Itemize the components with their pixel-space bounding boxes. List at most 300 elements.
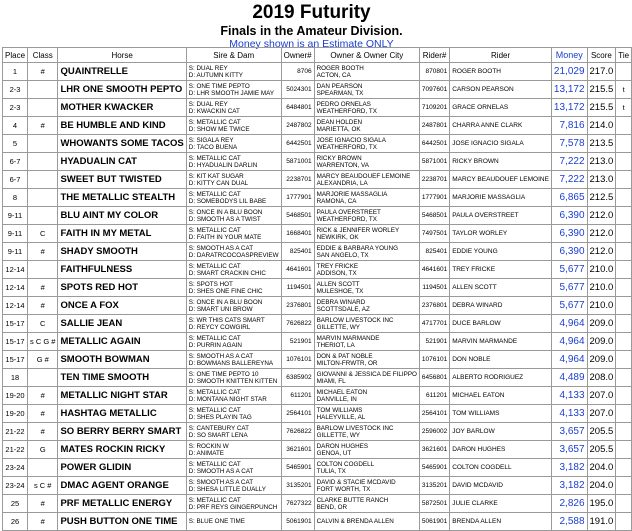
results-table [2,47,632,531]
dam: D: SMOOTH KNITTEN KITTEN [188,377,278,385]
score-value: 210.0 [587,297,616,315]
horse-name: METALLIC AGAIN [58,333,186,351]
tie-cell [616,477,632,495]
owner-city: THERIOT, LA [316,341,355,349]
col-money: Money [551,48,587,63]
money-value: 5,677 [551,279,587,297]
score-value: 212.0 [587,243,616,261]
table-row [3,261,632,279]
money-value: 5,677 [551,297,587,315]
owner-number: 7626822 [281,315,314,333]
place-cell: 18 [3,369,28,387]
class-cell: # [28,387,58,405]
money-value: 7,816 [551,117,587,135]
owner-number: 7627322 [281,495,314,513]
rider-number: 521901 [419,333,449,351]
table-row [3,387,632,405]
sire: S: METALLIC CAT [188,190,241,198]
owner-number: 7626822 [281,423,314,441]
money-value: 7,578 [551,135,587,153]
rider-number: 5872501 [419,495,449,513]
owner-city: TULIA, TX [316,467,346,475]
score-value: 195.0 [587,495,616,513]
class-cell: s C G # [28,333,58,351]
rider-number: 2487801 [419,117,449,135]
tie-cell [616,333,632,351]
dam: D: AUTUMN KITTY [188,71,244,79]
class-cell: # [28,63,58,81]
owner-name: BARLOW LIVESTOCK INC [316,316,394,324]
owner-cell [314,333,419,351]
tie-cell [616,279,632,297]
table-row [3,279,632,297]
tie-cell [616,63,632,81]
sire-dam-cell [186,279,281,297]
dam: D: SHES ONE FINE CHIC [188,287,263,295]
class-cell [28,189,58,207]
money-value: 4,133 [551,405,587,423]
table-row [3,99,632,117]
col-sire-dam: Sire & Dam [186,48,281,63]
rider-number: 6456801 [419,369,449,387]
rider-name: ROGER BOOTH [450,63,552,81]
sire: S: METALLIC CAT [188,460,241,468]
rider-number: 2564101 [419,405,449,423]
horse-name: WHOWANTS SOME TACOS [58,135,186,153]
dam: D: TACO BUENA [188,143,238,151]
dam: D: ANIMATE [188,449,225,457]
sire: S: METALLIC CAT [188,154,241,162]
place-cell: 2-3 [3,99,28,117]
owner-cell [314,81,419,99]
money-value: 13,172 [551,81,587,99]
place-cell: 2-3 [3,81,28,99]
sire: S: SMOOTH AS A CAT [188,478,254,486]
class-cell: s C # [28,477,58,495]
class-cell: # [28,405,58,423]
dam: D: SMART CRACKIN CHIC [188,269,266,277]
rider-number: 2596002 [419,423,449,441]
sire-dam-cell [186,441,281,459]
owner-cell [314,99,419,117]
horse-name: SWEET BUT TWISTED [58,171,186,189]
rider-name: MARCY BEAUDOUEF LEMOINE [450,171,552,189]
owner-name: JOSE IGNACIO SIGALA [316,136,386,144]
col-tie: Tie [616,48,632,63]
score-value: 214.0 [587,117,616,135]
sire-dam-cell [186,351,281,369]
owner-cell [314,405,419,423]
table-header-row [3,48,632,63]
table-row [3,477,632,495]
col-owner-no: Owner# [281,48,314,63]
owner-cell [314,351,419,369]
owner-number: 5871001 [281,153,314,171]
score-value: 205.5 [587,423,616,441]
sire: S: METALLIC CAT [188,262,241,270]
rider-number: 4641601 [419,261,449,279]
col-rider: Rider [450,48,552,63]
rider-name: TOM WILLIAMS [450,405,552,423]
owner-cell [314,297,419,315]
money-estimate-note: Money shown is an Estimate ONLY [229,38,394,50]
owner-number: 1668401 [281,225,314,243]
owner-city: GILLETTE, WY [316,323,360,331]
class-cell: C [28,225,58,243]
owner-city: MILTON-FRWTR, OR [316,359,378,367]
horse-name: SO BERRY BERRY SMART [58,423,186,441]
rider-name: RICKY BROWN [450,153,552,171]
tie-cell [616,441,632,459]
owner-name: MARVIN MARMANDE [316,334,380,342]
class-cell [28,207,58,225]
score-value: 215.5 [587,99,616,117]
horse-name: FAITHFULNESS [58,261,186,279]
owner-number: 2376801 [281,297,314,315]
horse-name: ONCE A FOX [58,297,186,315]
rider-name: JOSE IGNACIO SIGALA [450,135,552,153]
owner-cell [314,459,419,477]
owner-city: SPEARMAN, TX [316,89,364,97]
rider-number: 1777901 [419,189,449,207]
rider-name: EDDIE YOUNG [450,243,552,261]
table-row [3,153,632,171]
dam: D: FAITH IN YOUR MATE [188,233,262,241]
score-value: 213.0 [587,153,616,171]
sire-dam-cell [186,369,281,387]
score-value: 204.0 [587,459,616,477]
sire: S: METALLIC CAT [188,118,241,126]
dam: D: SO SMART LENA [188,431,248,439]
rider-name: DUCE BARLOW [450,315,552,333]
rider-number: 2376801 [419,297,449,315]
owner-number: 2238701 [281,171,314,189]
owner-city: MULESHOE, TX [316,287,364,295]
place-cell: 21-22 [3,423,28,441]
tie-cell [616,135,632,153]
tie-cell [616,423,632,441]
score-value: 209.0 [587,333,616,351]
score-value: 210.0 [587,279,616,297]
score-value: 217.0 [587,63,616,81]
owner-name: ALLEN SCOTT [316,280,360,288]
rider-number: 611201 [419,387,449,405]
class-cell: G # [28,351,58,369]
class-cell: # [28,423,58,441]
score-value: 209.0 [587,351,616,369]
horse-name: HYADUALIN CAT [58,153,186,171]
owner-name: ROGER BOOTH [316,64,364,72]
owner-number: 521901 [281,333,314,351]
class-cell [28,459,58,477]
tie-cell [616,243,632,261]
money-value: 4,964 [551,351,587,369]
owner-city: FORT WORTH, TX [316,485,371,493]
sire: S: METALLIC CAT [188,226,241,234]
score-value: 213.5 [587,135,616,153]
owner-city: MARIETTA, OK [316,125,361,133]
place-cell: 15-17 [3,315,28,333]
horse-name: TEN TIME SMOOTH [58,369,186,387]
dam: D: MONTANA NIGHT STAR [188,395,267,403]
owner-number: 825401 [281,243,314,261]
horse-name: THE METALLIC STEALTH [58,189,186,207]
place-cell: 9-11 [3,243,28,261]
owner-number: 1194501 [281,279,314,297]
rider-number: 870801 [419,63,449,81]
rider-number: 3135201 [419,477,449,495]
place-cell: 19-20 [3,405,28,423]
sire-dam-cell [186,315,281,333]
dam: D: SHESA LITTLE DUALLY [188,485,267,493]
owner-number: 4641601 [281,261,314,279]
place-cell: 9-11 [3,225,28,243]
score-value: 212.0 [587,225,616,243]
owner-city: MIAMI, FL [316,377,346,385]
owner-cell [314,495,419,513]
sire-dam-cell [186,513,281,531]
owner-number: 1076101 [281,351,314,369]
score-value: 207.0 [587,405,616,423]
owner-cell [314,261,419,279]
horse-name: MOTHER KWACKER [58,99,186,117]
rider-number: 825401 [419,243,449,261]
sire: S: ROCKIN W [188,442,229,450]
owner-cell [314,153,419,171]
owner-name: COLTON COGDELL [316,460,375,468]
place-cell: 26 [3,513,28,531]
money-value: 13,172 [551,99,587,117]
tie-cell: t [616,81,632,99]
owner-number: 3621601 [281,441,314,459]
owner-name: PEDRO ORNELAS [316,100,371,108]
owner-name: EDDIE & BARBARA YOUNG [316,244,399,252]
place-cell: 23-24 [3,459,28,477]
owner-number: 6385902 [281,369,314,387]
place-cell: 1 [3,63,28,81]
sire: S: METALLIC CAT [188,388,241,396]
owner-city: SAN ANGELO, TX [316,251,369,259]
place-cell: 19-20 [3,387,28,405]
class-cell: # [28,495,58,513]
money-value: 21,029 [551,63,587,81]
owner-number: 5468501 [281,207,314,225]
table-row [3,207,632,225]
table-row [3,459,632,477]
owner-city: BEND, OR [316,503,348,511]
sire-dam-cell [186,135,281,153]
sire-dam-cell [186,459,281,477]
place-cell: 4 [3,117,28,135]
class-cell [28,261,58,279]
owner-city: ACTON, CA [316,71,351,79]
page-title: 2019 Futurity [252,2,371,23]
rider-number: 7497501 [419,225,449,243]
owner-cell [314,387,419,405]
sire-dam-cell [186,297,281,315]
score-value: 210.0 [587,261,616,279]
money-value: 6,390 [551,225,587,243]
money-value: 6,390 [551,243,587,261]
rider-number: 6442501 [419,135,449,153]
sire: S: KIT KAT SUGAR [188,172,244,180]
sire-dam-cell [186,261,281,279]
owner-number: 1777901 [281,189,314,207]
col-class: Class [28,48,58,63]
col-owner: Owner & Owner City [314,48,419,63]
class-cell: # [28,243,58,261]
class-cell [28,81,58,99]
owner-name: DAN PEARSON [316,82,363,90]
dam: D: PURRIN AGAIN [188,341,242,349]
table-row [3,117,632,135]
money-value: 6,865 [551,189,587,207]
money-value: 6,390 [551,207,587,225]
owner-name: RICKY BROWN [316,154,362,162]
owner-name: DEAN HOLDEN [316,118,363,126]
money-value: 3,657 [551,441,587,459]
owner-city: WEATHERFORD, TX [316,215,377,223]
dam: D: REYCY COWGIRL [188,323,251,331]
owner-city: DANVILLE, IN [316,395,357,403]
place-cell: 6-7 [3,153,28,171]
owner-name: BARLOW LIVESTOCK INC [316,424,394,432]
owner-number: 5024301 [281,81,314,99]
owner-number: 6442501 [281,135,314,153]
owner-cell [314,243,419,261]
table-row [3,297,632,315]
owner-number: 3135201 [281,477,314,495]
tie-cell [616,189,632,207]
owner-city: RAMONA, CA [316,197,357,205]
rider-number: 7109201 [419,99,449,117]
tie-cell [616,225,632,243]
sire: S: WR THIS CATS SMART [188,316,265,324]
sire: S: METALLIC CAT [188,334,241,342]
tie-cell [616,351,632,369]
class-cell: G [28,441,58,459]
owner-cell [314,315,419,333]
rider-number: 1076101 [419,351,449,369]
rider-name: CARSON PEARSON [450,81,552,99]
tie-cell [616,315,632,333]
dam: D: SOMEBODYS LIL BABE [188,197,267,205]
horse-name: METALLIC NIGHT STAR [58,387,186,405]
horse-name: QUAINTRELLE [58,63,186,81]
sire: S: ONE TIME PEPTO 10 [188,370,259,378]
sire-dam-cell [186,333,281,351]
tie-cell: t [616,99,632,117]
owner-name: PAULA OVERSTREET [316,208,381,216]
owner-cell [314,369,419,387]
owner-number: 5061901 [281,513,314,531]
rider-number: 2238701 [419,171,449,189]
sire-dam-cell [186,99,281,117]
rider-number: 4717701 [419,315,449,333]
sire-dam-cell [186,153,281,171]
place-cell: 23-24 [3,477,28,495]
owner-city: ADDISON, TX [316,269,357,277]
rider-name: MICHAEL EATON [450,387,552,405]
horse-name: BLU AINT MY COLOR [58,207,186,225]
class-cell: # [28,117,58,135]
table-row [3,513,632,531]
money-value: 2,826 [551,495,587,513]
sire-dam-cell [186,495,281,513]
horse-name: DMAC AGENT ORANGE [58,477,186,495]
score-value: 207.0 [587,387,616,405]
owner-cell [314,477,419,495]
col-horse: Horse [58,48,186,63]
owner-cell [314,171,419,189]
tie-cell [616,261,632,279]
table-row [3,135,632,153]
col-rider-no: Rider# [419,48,449,63]
horse-name: MATES ROCKIN RICKY [58,441,186,459]
class-cell [28,99,58,117]
rider-name: DARON HUGHES [450,441,552,459]
tie-cell [616,387,632,405]
class-cell [28,153,58,171]
sire: S: DUAL REY [188,64,228,72]
rider-name: BRENDA ALLEN [450,513,552,531]
horse-name: SHADY SMOOTH [58,243,186,261]
owner-name: CALVIN & BRENDA ALLEN [316,518,394,525]
sire-dam-cell [186,225,281,243]
score-value: 215.5 [587,81,616,99]
rider-name: DEBRA WINARD [450,297,552,315]
tie-cell [616,297,632,315]
class-cell [28,171,58,189]
sire-dam-cell [186,81,281,99]
rider-number: 5871001 [419,153,449,171]
owner-city: WEATHERFORD, TX [316,107,377,115]
dam: D: SMART UNI BROW [188,305,253,313]
owner-city: WARRENTON, VA [316,161,369,169]
tie-cell [616,495,632,513]
place-cell: 25 [3,495,28,513]
sire: S: CANTEBURY CAT [188,424,249,432]
rider-name: TREY FRICKE [450,261,552,279]
rider-number: 1194501 [419,279,449,297]
rider-name: GRACE ORNELAS [450,99,552,117]
rider-name: MARJORIE MASSAGLIA [450,189,552,207]
owner-name: DON & PAT NOBLE [316,352,373,360]
tie-cell [616,207,632,225]
sire: S: ONCE IN A BLU BOON [188,208,263,216]
sire: S: SMOOTH AS A CAT [188,244,254,252]
table-body [3,63,632,531]
sire-dam-cell [186,243,281,261]
rider-number: 3621601 [419,441,449,459]
sire: S: SIGALA REY [188,136,234,144]
score-value: 204.0 [587,477,616,495]
table-row [3,243,632,261]
sire-dam-cell [186,189,281,207]
score-value: 191.0 [587,513,616,531]
horse-name: HASHTAG METALLIC [58,405,186,423]
col-place: Place [3,48,28,63]
class-cell [28,369,58,387]
tie-cell [616,153,632,171]
sire-dam-cell [186,387,281,405]
sire-dam-cell [186,63,281,81]
tie-cell [616,117,632,135]
money-value: 4,964 [551,315,587,333]
tie-cell [616,405,632,423]
money-value: 4,964 [551,333,587,351]
owner-name: DARON HUGHES [316,442,369,450]
